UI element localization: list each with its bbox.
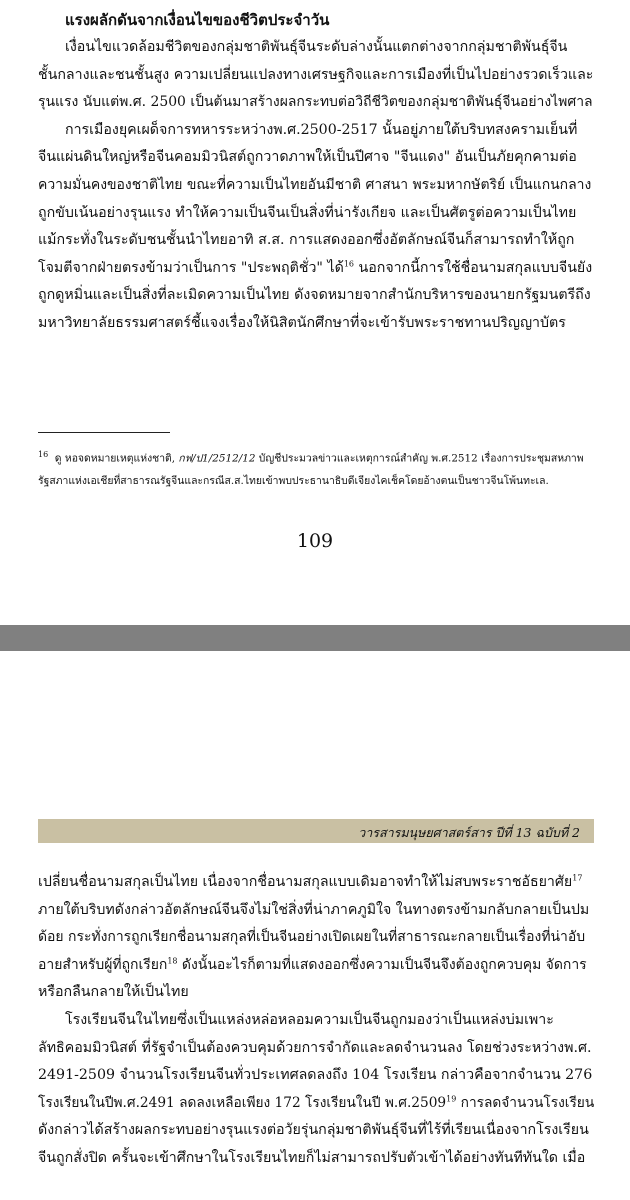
footnote-rest: บัญชีประมวลข่าวและเหตุการณ์สำคัญ พ.ศ.2512 เรื่องการประชุมสหภาพ <box>258 452 584 465</box>
footnote-prefix: ดู หอจดหมายเหตุแห่งชาติ, <box>54 452 176 465</box>
text-segment: โรงเรียนในปีพ.ศ.2491 ลดลงเหลือเพียง 172 โรงเรียนในปี พ.ศ.2509 <box>38 1094 447 1111</box>
journal-header: วารสารมนุษยศาสตร์สาร ปีที่ 13 ฉบับที่ 2 <box>358 825 580 840</box>
body-paragraph-top <box>38 34 594 338</box>
text-line: ลัทธิคอมมิวนิสต์ ที่รัฐจำเป็นต้องควบคุมด้วยการจำกัดและลดจำนวนลง โดยช่วงระหว่างพ.ศ. <box>38 1039 592 1056</box>
text-line: ถูกขับเน้นอย่างรุนแรง ทำให้ความเป็นจีนเป็นสิ่งที่น่ารังเกียจ และเป็นศัตรูต่อความเป็นไทย <box>38 204 577 221</box>
footnote-number: 16 <box>38 450 49 459</box>
footnote-ref: 18 <box>167 956 178 966</box>
text-line <box>38 255 594 283</box>
footnote-ref: 19 <box>446 1094 457 1104</box>
text-line: ภายใต้บริบทดังกล่าวอัตลักษณ์จีนจึงไม่ใช่สิ่งที่น่าภาคภูมิใจ ในทางตรงข้ามกลับกลายเป็นปม <box>38 901 590 918</box>
text-line <box>38 869 594 897</box>
text-line: ดังกล่าวได้สร้างผลกระทบอย่างรุนแรงต่อวัยรุ่นกลุ่มชาติพันธุ์จีนที่ไร้ที่เรียนเนื่องจากโรงเรียน <box>38 1122 589 1139</box>
text-segment: ดังนั้นอะไรก็ตามที่แสดงออกซึ่งความเป็นจีนจึงต้องถูกควบคุม จัดการ <box>177 956 587 973</box>
text-line: จีนถูกสั่งปิด ครั้นจะเข้าศึกษาในโรงเรียนไทยก็ไม่สามารถปรับตัวเข้าได้อย่างทันทีทันใด เมื่อ <box>38 1149 586 1166</box>
text-line: 2491-2509 จำนวนโรงเรียนจีนทั่วประเทศลดลงถึง 104 โรงเรียน กล่าวคือจากจำนวน 276 <box>38 1067 593 1084</box>
body-paragraph-1 <box>38 869 594 1007</box>
footnote-line-2: รัฐสภาแห่งเอเชียที่สาธารณรัฐจีนและกรณีส.ส.ไทยเข้าพบประธานาธิบดีเจียงไคเช็คโดยอ้างตนเป็นชาวจีนโพ้นทะเล. <box>38 475 549 488</box>
text-line: ถูกดูหมิ่นและเป็นสิ่งที่ละเมิดความเป็นไทย ดังจดหมายจากสำนักบริหารของนายกรัฐมนตรีถึง <box>38 287 591 304</box>
page-number: 109 <box>296 530 334 552</box>
footnote-divider <box>38 432 170 433</box>
lower-page <box>0 651 630 1200</box>
footnote-ref: 17 <box>572 873 583 883</box>
text-segment: โจมตีจากฝ่ายตรงข้ามว่าเป็นการ "ประพฤติชั่ว" ได้ <box>38 259 344 276</box>
text-line: โรงเรียนจีนในไทยซึ่งเป็นแหล่งหล่อหลอมความเป็นจีนถูกมองว่าเป็นแหล่งบ่มเพาะ <box>65 1012 554 1028</box>
text-line: ชั้นกลางและชนชั้นสูง ความเปลี่ยนแปลงทางเศรษฐกิจและการเมืองที่เป็นไปอย่างรวดเร็วและ <box>38 66 594 83</box>
text-line: การเมืองยุคเผด็จการทหารระหว่างพ.ศ.2500-2517 นั้นอยู่ภายใต้บริบทสงครามเย็นที่ <box>65 121 578 138</box>
text-segment: อายสำหรับผู้ที่ถูกเรียก <box>38 956 168 973</box>
text-line: จีนแผ่นดินใหญ่หรือจีนคอมมิวนิสต์ถูกวาดภาพให้เป็นปีศาจ "จีนแดง" อันเป็นภัยคุกคามต่อ <box>38 149 577 166</box>
text-line: เงื่อนไขแวดล้อมชีวิตของกลุ่มชาติพันธุ์จีนระดับล่างนั้นแตกต่างจากกลุ่มชาติพันธุ์จีน <box>65 39 568 55</box>
journal-header-band <box>38 819 594 843</box>
footnote-code: กฟ/ป1/2512/12 <box>178 452 256 465</box>
text-line: รุนแรง นับแต่พ.ศ. 2500 เป็นต้นมาสร้างผลกระทบต่อวิถีชีวิตของกลุ่มชาติพันธุ์จีนอย่างไพศาล <box>38 94 593 111</box>
footnote-ref: 16 <box>343 259 355 269</box>
text-line: ความมั่นคงของชาติไทย ขณะที่ความเป็นไทยอันมีชาติ ศาสนา พระมหากษัตริย์ เป็นแกนกลาง <box>38 176 592 193</box>
text-line: หรือกลืนกลายให้เป็นไทย <box>38 984 189 1001</box>
text-line: มหาวิทยาลัยธรรมศาสตร์ชี้แจงเรื่องให้นิสิตนักศึกษาที่จะเข้ารับพระราชทานปริญญาบัตร <box>38 314 566 331</box>
body-paragraph-2 <box>38 1007 594 1173</box>
text-line: ด้อย กระทั่งการถูกเรียกชื่อนามสกุลที่เป็นจีนอย่างเปิดเผยในที่สาธารณะกลายเป็นเรื่องที่น่าอับ <box>38 929 586 946</box>
text-line <box>38 1090 594 1118</box>
text-segment: เปลี่ยนชื่อนามสกุลเป็นไทย เนื่องจากชื่อนามสกุลแบบเดิมอาจทำให้ไม่สบพระราชอัธยาศัย <box>38 874 573 890</box>
text-segment: การลดจำนวนโรงเรียน <box>456 1094 595 1111</box>
text-segment: นอกจากนี้การใช้ชื่อนามสกุลแบบจีนยัง <box>358 259 593 276</box>
footnote <box>38 443 594 493</box>
text-line <box>38 952 594 980</box>
text-line: แม้กระทั่งในระดับชนชั้นนำไทยอาทิ ส.ส. การแสดงออกซึ่งอัตลักษณ์จีนก็สามารถทำให้ถูก <box>38 232 575 249</box>
page-separator <box>0 625 630 651</box>
section-heading: แรงผลักดันจากเงื่อนไขของชีวิตประจำวัน <box>65 11 330 29</box>
